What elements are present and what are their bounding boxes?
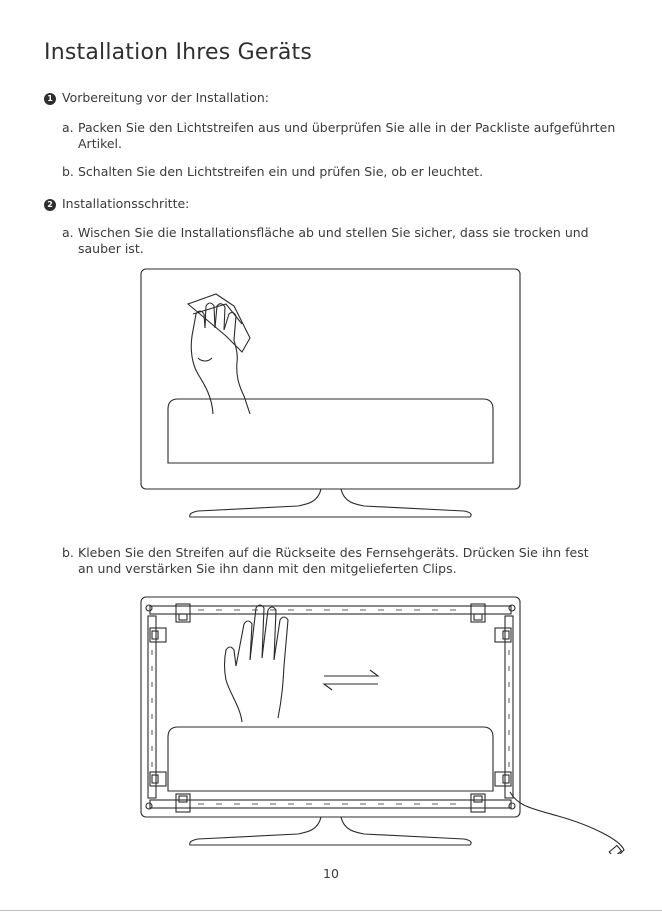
item-text: Schalten Sie den Lichtstreifen ein und prüfen Sie, ob er leuchtet.: [78, 164, 484, 179]
led-strip-left: [148, 616, 156, 798]
tv-frame: [141, 269, 520, 489]
item-text: Packen Sie den Lichtstreifen aus und überprüfen Sie alle in der Packliste aufgeführten Artikel.: [78, 120, 616, 151]
item-label: b.: [62, 164, 74, 179]
hand-icon: [225, 605, 289, 722]
item-text: Wischen Sie die Installationsfläche ab und stellen Sie sicher, dass sie trocken und sauber ist.: [78, 225, 589, 256]
page-number: 10: [323, 866, 339, 881]
tv-back-panel: [168, 727, 493, 791]
tv-strip-illustration: [138, 594, 638, 854]
usb-plug-icon: [609, 845, 621, 854]
section-1-item-b: [62, 164, 647, 180]
clip-icon: [150, 604, 511, 812]
step-number-2: 2: [44, 199, 56, 211]
tv-frame: [141, 597, 520, 817]
item-label: a.: [62, 120, 74, 135]
led-strip-top: [150, 606, 511, 614]
led-strip-bottom: [150, 800, 511, 808]
section-1-heading-text: Vorbereitung vor der Installation:: [62, 90, 270, 105]
section-2-heading: [44, 196, 189, 211]
page-title: Installation Ihres Geräts: [44, 40, 313, 65]
arrows-icon: [324, 670, 378, 690]
step-number-1: 1: [44, 93, 56, 105]
section-2-heading-text: Installationsschritte:: [62, 196, 190, 211]
tv-stand: [190, 489, 471, 517]
led-segments: [152, 610, 509, 804]
section-2-item-b: [62, 545, 602, 577]
tv-stand: [190, 817, 471, 845]
section-1-heading: [44, 90, 269, 105]
item-text: Kleben Sie den Streifen auf die Rückseite des Fernsehgeräts. Drücken Sie ihn fest an und verstärken Sie ihn dann mit den mitgelieferten Clips.: [78, 545, 589, 576]
tv-wipe-illustration: [138, 266, 524, 522]
tv-back-panel: [168, 399, 493, 463]
usb-cable: [510, 792, 624, 854]
section-1-item-a: [62, 120, 647, 152]
section-2-item-a: [62, 225, 592, 257]
page-divider: [0, 910, 662, 911]
item-label: b.: [62, 545, 74, 560]
led-strip-right: [505, 616, 513, 798]
item-label: a.: [62, 225, 74, 240]
